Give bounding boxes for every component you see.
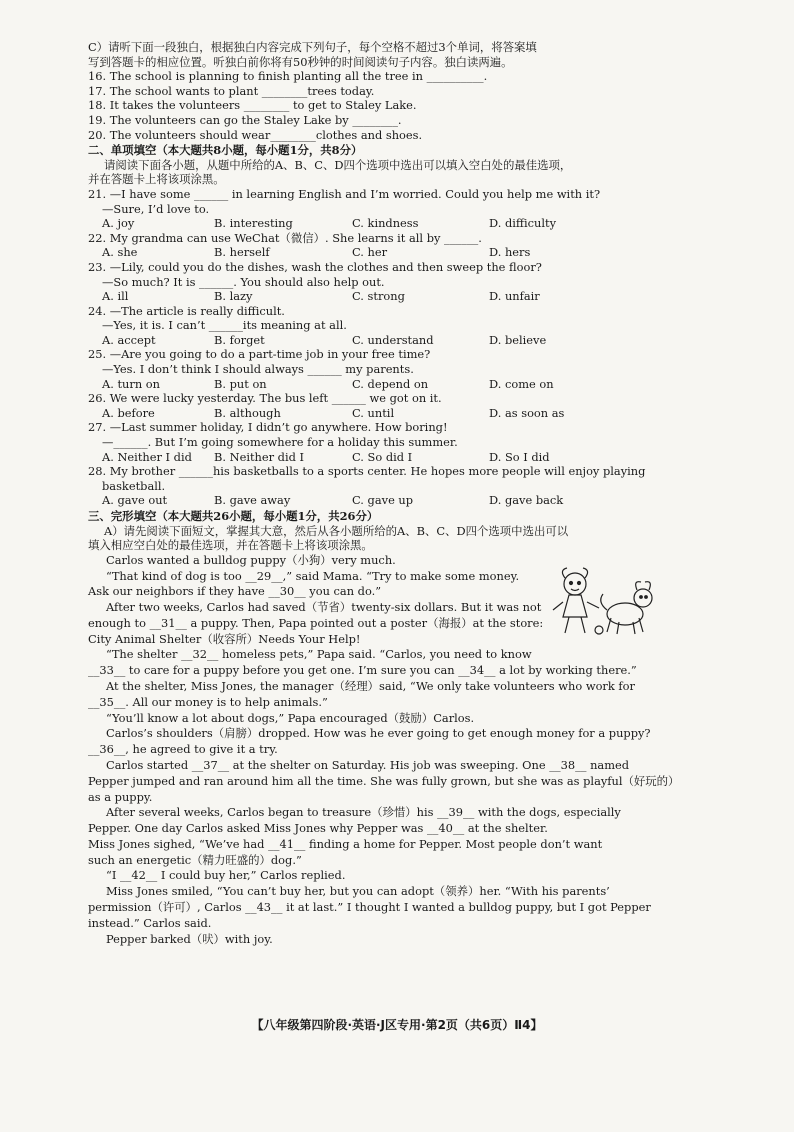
section-2-instruction-2: 并在答题卡上将该项涂黑。 — [88, 172, 225, 187]
option-b: B. forget — [214, 332, 265, 347]
question-26-stem: 26. We were lucky yesterday. The bus left ______ we got on it. — [88, 391, 442, 406]
option-a: A. joy — [102, 216, 135, 231]
passage-line: City Animal Shelter（收容所）Needs Your Help! — [88, 631, 361, 646]
option-c: C. depend on — [352, 376, 429, 391]
passage-line: Ask our neighbors if they have __30__ you can do.” — [88, 584, 382, 599]
option-c: C. kindness — [352, 216, 419, 231]
boy-and-dog-illustration — [547, 566, 662, 641]
option-a: A. before — [102, 405, 155, 420]
passage-line: as a puppy. — [88, 789, 153, 804]
option-d: D. come on — [489, 376, 554, 391]
option-b: B. gave away — [214, 493, 291, 508]
passage-line: After several weeks, Carlos began to treasure（珍惜）his __39__ with the dogs, especially — [106, 805, 621, 820]
section-3-instruction-2: 填入相应空白处的最佳选项，并在答题卡上将该项涂黑。 — [88, 538, 373, 553]
option-b: B. put on — [214, 376, 267, 391]
question-22-stem: 22. My grandma can use WeChat（微信）. She learns it all by ______. — [88, 230, 482, 245]
option-b: B. although — [214, 405, 281, 420]
passage-line: __35__. All our money is to help animals.” — [88, 694, 328, 709]
question-24-reply: —Yes, it is. I can’t ______its meaning at all. — [102, 318, 347, 333]
question-27-options — [88, 450, 734, 465]
section-2-instruction: 请阅读下面各小题，从题中所给的A、B、C、D四个选项中选出可以填入空白处的最佳选项， — [104, 157, 572, 172]
option-a: A. turn on — [102, 376, 160, 391]
option-a: A. Neither I did — [102, 449, 192, 464]
option-c: C. until — [352, 405, 395, 420]
passage-line: “The shelter __32__ homeless pets,” Papa said. “Carlos, you need to know — [106, 647, 532, 662]
option-d: D. unfair — [489, 289, 540, 304]
option-d: D. So I did — [489, 449, 550, 464]
option-b: B. Neither did I — [214, 449, 305, 464]
option-b: B. herself — [214, 245, 270, 260]
option-d: D. difficulty — [489, 216, 557, 231]
section-3-title: 三、完形填空（本大题共26小题，每小题1分，共26分） — [88, 509, 379, 523]
section-3-instruction: A）请先阅读下面短文，掌握其大意，然后从各小题所给的A、B、C、D四个选项中选出可以 — [104, 523, 569, 538]
passage-line: At the shelter, Miss Jones, the manager（经理）said, “We only take volunteers who work for — [106, 679, 635, 694]
option-b: B. interesting — [214, 216, 293, 231]
passage-line: enough to __31__ a puppy. Then, Papa pointed out a poster（海报）at the store: — [88, 615, 544, 630]
question-22-options — [88, 245, 734, 260]
option-d: D. as soon as — [489, 405, 565, 420]
passage-line: Pepper barked（吠）with joy. — [106, 931, 273, 946]
passage-line: Pepper jumped and ran around him all the time. She was fully grown, but she was as playful（好玩的） — [88, 773, 680, 788]
question-25-stem: 25. —Are you going to do a part-time job in your free time? — [88, 347, 431, 362]
question-28-stem-cont: basketball. — [102, 478, 166, 493]
question-21-reply: —Sure, I’d love to. — [102, 201, 210, 216]
question-23-options — [88, 289, 734, 304]
question-25-options — [88, 377, 734, 392]
option-c: C. So did I — [352, 449, 413, 464]
passage-line: Carlos started __37__ at the shelter on Saturday. His job was sweeping. One __38__ named — [106, 757, 630, 772]
option-c: C. understand — [352, 332, 434, 347]
question-28-options — [88, 493, 734, 508]
question-24-stem: 24. —The article is really difficult. — [88, 303, 285, 318]
passage-line: Carlos’s shoulders（肩膀）dropped. How was he ever going to get enough money for a puppy? — [106, 726, 651, 741]
option-c: C. gave up — [352, 493, 414, 508]
passage-line: “That kind of dog is too __29__,” said Mama. “Try to make some money. — [106, 568, 520, 583]
question-24-options — [88, 333, 734, 348]
question-18: 18. It takes the volunteers ________ to get to Staley Lake. — [88, 98, 417, 113]
option-d: D. gave back — [489, 493, 564, 508]
question-23-stem: 23. —Lily, could you do the dishes, wash the clothes and then sweep the floor? — [88, 259, 542, 274]
option-c: C. strong — [352, 289, 405, 304]
passage-line: “You’ll know a lot about dogs,” Papa encouraged（鼓励）Carlos. — [106, 710, 475, 725]
question-20: 20. The volunteers should wear________clothes and shoes. — [88, 127, 423, 142]
passage-line: Miss Jones smiled, “You can’t buy her, but you can adopt（领养）her. “With his parents’ — [106, 884, 610, 899]
question-28-stem: 28. My brother ______his basketballs to a sports center. He hopes more people will enjoy playing — [88, 464, 646, 479]
question-16: 16. The school is planning to finish planting all the tree in __________. — [88, 69, 488, 84]
option-a: A. accept — [102, 332, 156, 347]
question-27-stem: 27. —Last summer holiday, I didn’t go anywhere. How boring! — [88, 420, 448, 435]
part-c-intro-1: C）请听下面一段独白，根据独白内容完成下列句子，每个空格不超过3个单词，将答案填 — [88, 40, 537, 54]
section-2-title: 二、单项填空（本大题共8小题，每小题1分，共8分） — [88, 143, 363, 158]
passage-line: After two weeks, Carlos had saved（节省）twenty-six dollars. But it was not — [106, 600, 542, 615]
passage-line: permission（许可）, Carlos __43__ it at last.” I thought I wanted a bulldog puppy, but I got Pepper — [88, 899, 651, 914]
part-c-intro-2: 写到答题卡的相应位置。听独白前你将有50秒钟的时间阅读句子内容。独白读两遍。 — [88, 54, 513, 69]
option-a: A. she — [102, 245, 138, 260]
passage-line: Miss Jones sighed, “We’ve had __41__ finding a home for Pepper. Most people don’t want — [88, 836, 603, 851]
question-19: 19. The volunteers can go the Staley Lake by ________. — [88, 112, 402, 127]
option-a: A. gave out — [102, 493, 168, 508]
passage-line: Pepper. One day Carlos asked Miss Jones why Pepper was __40__ at the shelter. — [88, 821, 548, 836]
passage-line: Carlos wanted a bulldog puppy（小狗）very much. — [106, 552, 396, 567]
question-23-reply: —So much? It is ______. You should also help out. — [102, 274, 385, 289]
question-21-stem: 21. —I have some ______ in learning English and I’m worried. Could you help me with it? — [88, 186, 601, 201]
question-26-options — [88, 406, 734, 421]
page-footer: 【八年级第四阶段·英语·J区专用·第2页（共6页）Ⅱ4】 — [251, 1018, 543, 1032]
option-a: A. ill — [102, 289, 129, 304]
question-17: 17. The school wants to plant ________trees today. — [88, 83, 375, 98]
passage-line: such an energetic（精力旺盛的）dog.” — [88, 852, 302, 867]
option-b: B. lazy — [214, 289, 253, 304]
question-21-options — [88, 216, 734, 231]
question-27-reply: —______. But I’m going somewhere for a holiday this summer. — [102, 435, 458, 450]
passage-line: “I __42__ I could buy her,” Carlos replied. — [106, 868, 346, 883]
passage-line: __36__, he agreed to give it a try. — [88, 742, 278, 757]
option-d: D. hers — [489, 245, 531, 260]
passage-line: instead.” Carlos said. — [88, 915, 212, 930]
option-d: D. believe — [489, 332, 547, 347]
question-25-reply: —Yes. I don’t think I should always ______ my parents. — [102, 362, 414, 377]
passage-line: __33__ to care for a puppy before you get one. I’m sure you can __34__ a lot by working there.” — [88, 663, 637, 678]
option-c: C. her — [352, 245, 388, 260]
